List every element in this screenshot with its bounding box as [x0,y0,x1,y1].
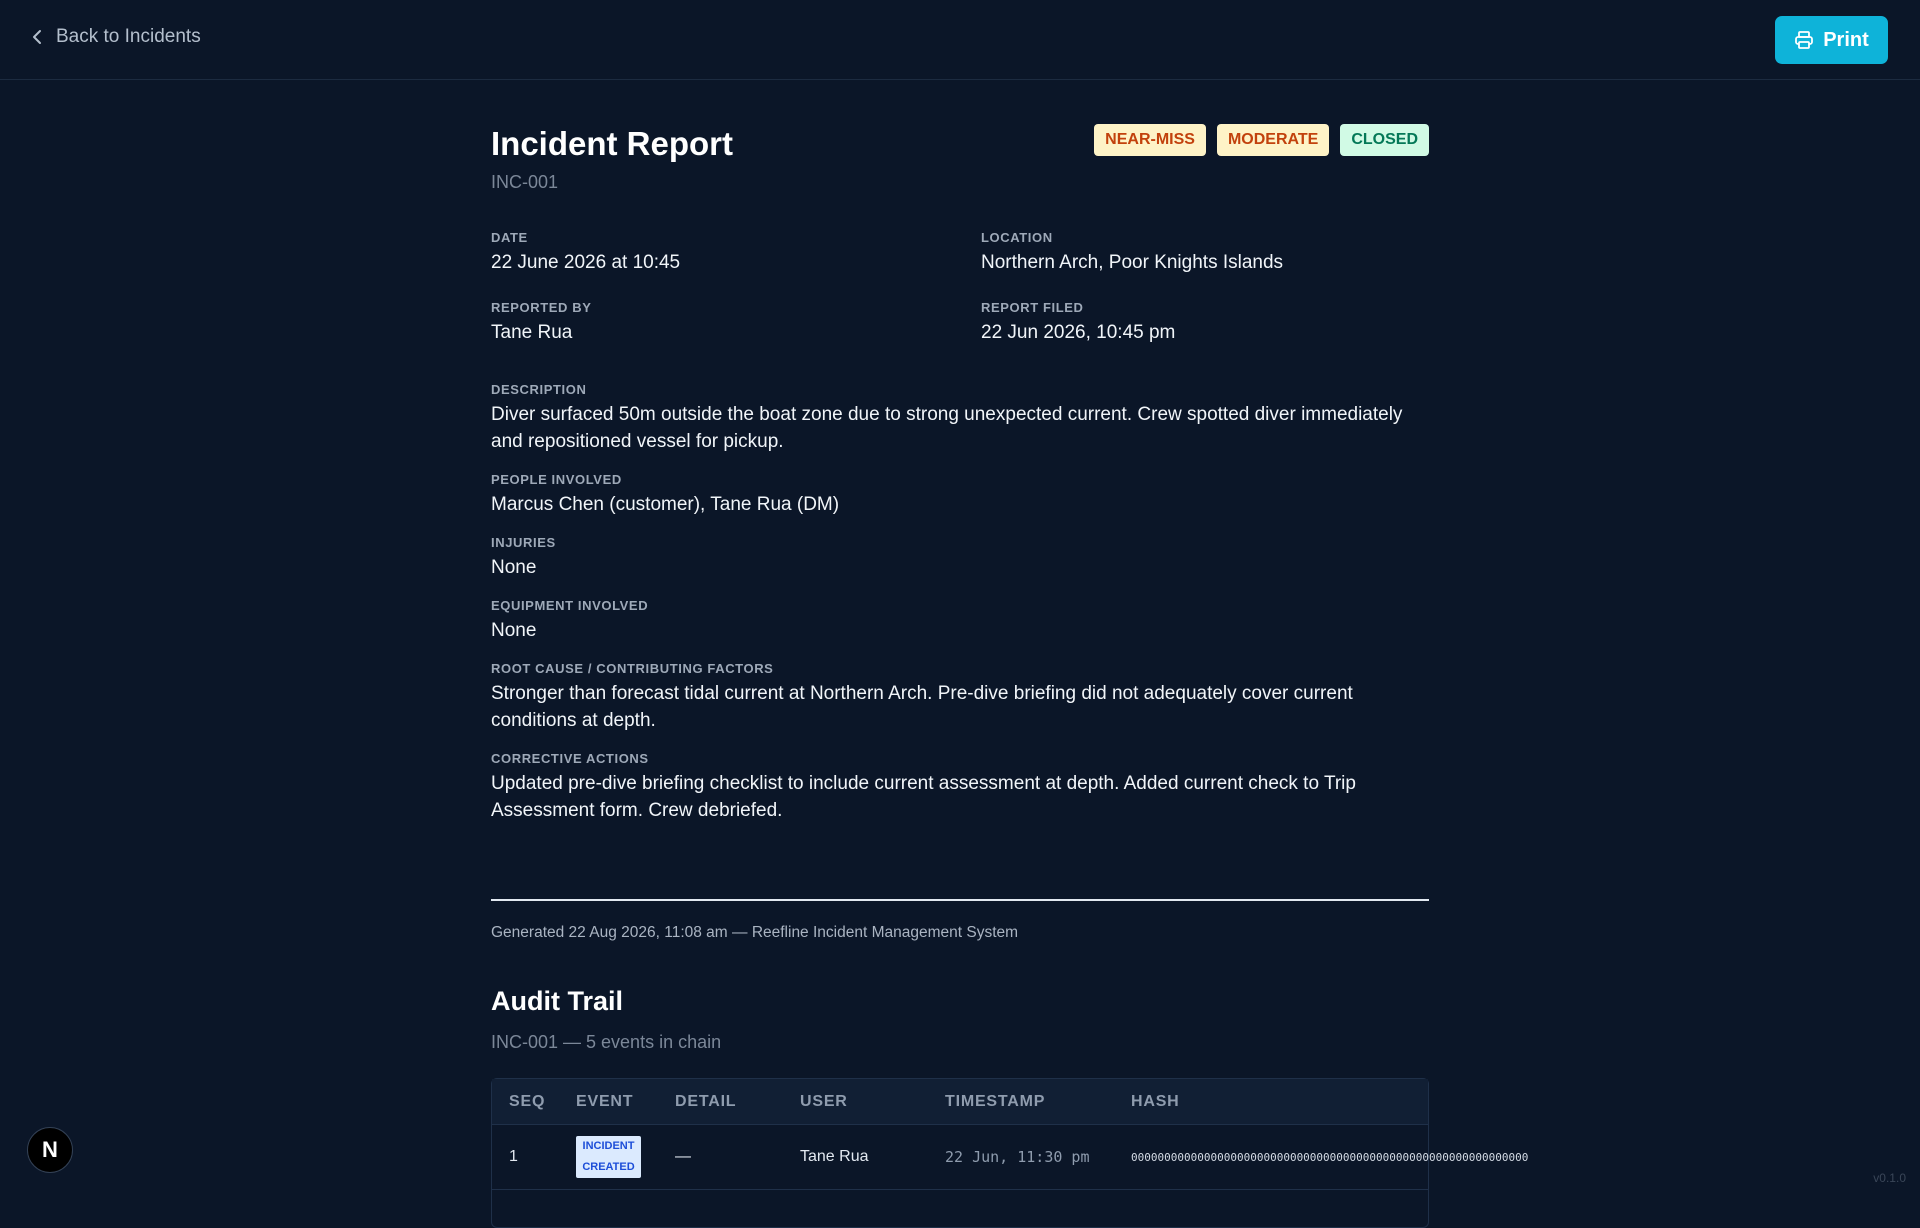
type-badge: NEAR-MISS [1094,124,1206,156]
equipment-involved-label: EQUIPMENT INVOLVED [491,598,649,613]
report-title: Incident Report [491,125,734,162]
people-involved-label: PEOPLE INVOLVED [491,472,622,487]
severity-badge: MODERATE [1217,124,1329,156]
seq-cell: 1 [509,1148,518,1165]
audit-table [491,1078,1529,1228]
description-label: DESCRIPTION [491,382,587,397]
column-header-timestamp: TIMESTAMP [945,1093,1046,1110]
corrective-actions-value: Updated pre-dive briefing checklist to include current assessment at depth. Added current check to Trip Assessment form. Crew debriefed. [491,773,1356,821]
description-value: Diver surfaced 50m outside the boat zone due to strong unexpected current. Crew spotted diver immediately and repositioned vessel for pickup. [491,404,1403,452]
timestamp-cell: 22 Jun, 11:30 pm [945,1148,1090,1166]
column-header-hash: HASH [1131,1093,1180,1110]
report-filed-field [981,300,1175,346]
corrective-actions-field [491,751,1429,824]
back-label: Back to Incidents [56,26,201,47]
status-badges [1094,124,1429,156]
people-involved-field [491,472,1429,518]
status-badge: CLOSED [1340,124,1429,156]
date-value: 22 June 2026 at 10:45 [491,252,681,273]
chevron-left-icon [32,29,42,45]
injuries-label: INJURIES [491,535,556,550]
report-filed-label: REPORT FILED [981,300,1084,315]
column-header-detail: DETAIL [675,1093,737,1110]
reported-by-label: REPORTED BY [491,300,592,315]
back-to-incidents-link[interactable] [32,26,201,48]
top-bar [0,0,1920,80]
incident-id: INC-001 [491,172,559,192]
root-cause-field [491,661,1429,734]
event-badge: INCIDENT CREATED [576,1136,641,1178]
printer-icon [1794,30,1814,50]
hash-cell [1131,1125,1529,1189]
detail-cell: — [675,1148,691,1165]
version-label: v0.1.0 [1873,1171,1906,1185]
corrective-actions-label: CORRECTIVE ACTIONS [491,751,649,766]
location-field [981,230,1283,276]
table-row [492,1125,1529,1190]
print-label: Print [1823,28,1869,51]
injuries-value: None [491,557,537,578]
column-header-user: USER [800,1093,848,1110]
location-label: LOCATION [981,230,1053,245]
column-header-event: EVENT [576,1093,634,1110]
location-value: Northern Arch, Poor Knights Islands [981,252,1284,273]
audit-trail-subtitle: INC-001 — 5 events in chain [491,1032,722,1052]
audit-table-header [492,1079,1428,1125]
reported-by-field [491,300,592,346]
report-fields [491,382,1429,841]
root-cause-value: Stronger than forecast tidal current at Northern Arch. Pre-dive briefing did not adequately cover current conditions at depth. [491,683,1353,731]
description-field [491,382,1429,455]
next-logo-button[interactable]: N [27,1127,73,1173]
root-cause-label: ROOT CAUSE / CONTRIBUTING FACTORS [491,661,774,676]
hash-value: 000000000000000000000000000000000000000000000000000000000000 [1131,1150,1529,1164]
incident-report [491,120,1529,1173]
user-cell: Tane Rua [800,1148,869,1165]
divider [491,899,1429,901]
equipment-involved-field [491,598,1429,644]
equipment-involved-value: None [491,620,537,641]
print-button[interactable] [1775,16,1888,64]
event-cell [576,1125,641,1189]
column-header-seq: SEQ [509,1093,546,1110]
audit-trail-title: Audit Trail [491,986,624,1016]
reported-by-value: Tane Rua [491,322,573,343]
injuries-field [491,535,1429,581]
people-involved-value: Marcus Chen (customer), Tane Rua (DM) [491,494,840,515]
report-filed-value: 22 Jun 2026, 10:45 pm [981,322,1176,343]
date-field [491,230,680,276]
generated-note: Generated 22 Aug 2026, 11:08 am — Reefline Incident Management System [491,924,1019,941]
date-label: DATE [491,230,528,245]
